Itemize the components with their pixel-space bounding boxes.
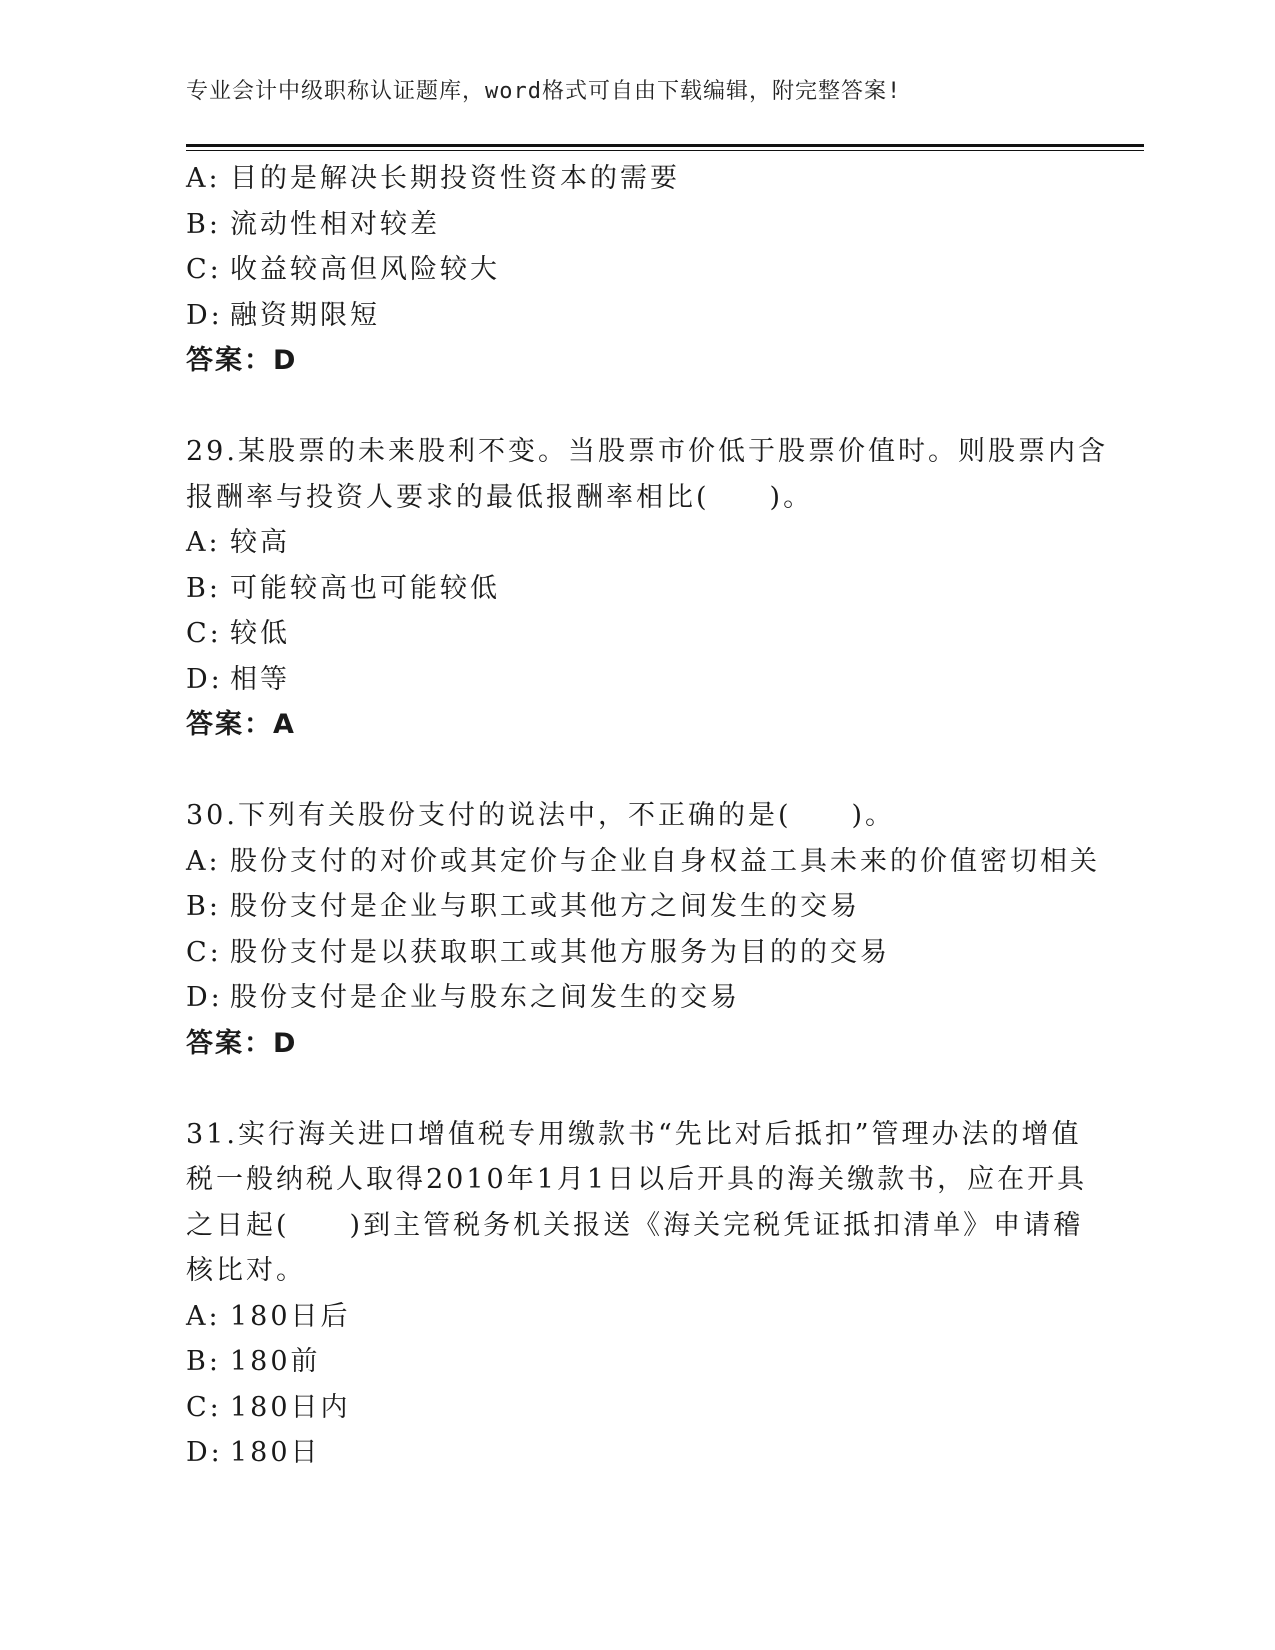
question-30 [186, 793, 1100, 1066]
option-a: A: 股份支付的对价或其定价与企业自身权益工具未来的价值密切相关 [186, 845, 1100, 877]
option-b: B: 股份支付是企业与职工或其他方之间发生的交易 [186, 891, 860, 922]
answer-line: 答案：A [186, 709, 296, 740]
option-c: C: 股份支付是以获取职工或其他方服务为目的的交易 [186, 936, 890, 968]
question-29 [186, 429, 1108, 748]
option-d: D: 相等 [186, 663, 290, 695]
option-a: A: 较高 [186, 527, 290, 558]
question-text-line: 30.下列有关股份支付的说法中，不正确的是( )。 [186, 800, 896, 831]
prev-question-block [186, 156, 1086, 384]
question-text-line: 之日起( )到主管税务机关报送《海关完税凭证抵扣清单》申请稽 [186, 1209, 1084, 1241]
document-body [186, 156, 1108, 1476]
question-text-line: 核比对。 [186, 1255, 306, 1286]
option-c: C: 较低 [186, 618, 290, 649]
question-text-line: 报酬率与投资人要求的最低报酬率相比( )。 [186, 481, 814, 513]
option-c: C: 180日内 [186, 1391, 351, 1423]
header-rule-thick [186, 144, 1144, 147]
question-31 [186, 1112, 1086, 1476]
option-b: B: 可能较高也可能较低 [186, 572, 500, 604]
option-a: A: 目的是解决长期投资性资本的需要 [186, 163, 680, 194]
option-d: D: 融资期限短 [186, 299, 380, 331]
option-a: A: 180日后 [186, 1300, 351, 1332]
question-text-line: 29.某股票的未来股利不变。当股票市价低于股票价值时。则股票内含 [186, 436, 1108, 467]
answer-line: 答案：D [186, 345, 298, 376]
question-text-line: 31.实行海关进口增值税专用缴款书“先比对后抵扣”管理办法的增值 [186, 1118, 1082, 1150]
page-header: 专业会计中级职称认证题库，word格式可自由下载编辑，附完整答案! [186, 79, 902, 104]
option-c: C: 收益较高但风险较大 [186, 254, 500, 285]
option-d: D: 180日 [186, 1437, 321, 1468]
answer-line: 答案：D [186, 1027, 298, 1059]
question-text-line: 税一般纳税人取得2010年1月1日以后开具的海关缴款书，应在开具 [186, 1164, 1088, 1195]
header-rule-thin [186, 150, 1144, 151]
option-b: B: 180前 [186, 1346, 321, 1377]
option-d: D: 股份支付是企业与股东之间发生的交易 [186, 982, 740, 1013]
option-b: B: 流动性相对较差 [186, 208, 440, 240]
